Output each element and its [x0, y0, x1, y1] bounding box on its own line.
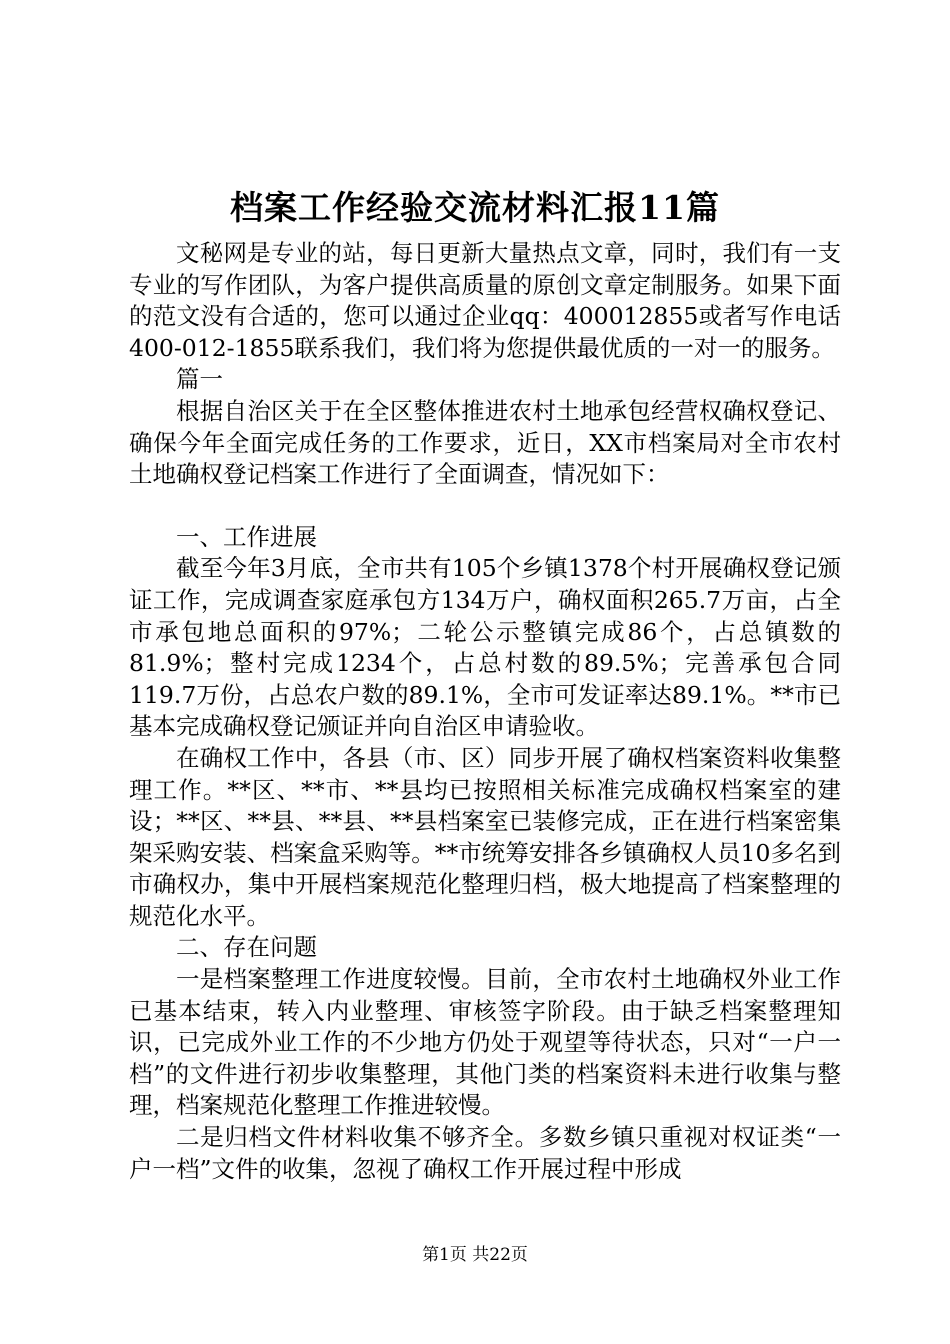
page-number-footer: 第1页 共22页: [422, 1245, 528, 1265]
body-paragraph: 截至今年3月底，全市共有105个乡镇1378个村开展确权登记颁证工作，完成调查家庭承包方134万户，确权面积265.7万亩，占全市承包地总面积的97%；二轮公示整镇完成86个，占总镇数的81.9%；整村完成1234个，占总村数的89.5%；完善承包合同119.7万份，占总农户数的89.1%，全市可发证率达89.1%。**市已基本完成确权登记颁证并向自治区申请验收。: [129, 554, 841, 741]
body-paragraph: 根据自治区关于在全区整体推进农村土地承包经营权确权登记、确保今年全面完成任务的工作要求，近日，XX市档案局对全市农村土地确权登记档案工作进行了全面调查，情况如下：: [129, 396, 841, 489]
document-title: 档案工作经验交流材料汇报11篇: [230, 188, 720, 227]
section-heading: 一、工作进展: [176, 522, 317, 551]
document-body: [129, 238, 841, 1185]
section-heading: 二、存在问题: [176, 933, 317, 962]
section-label: 篇一: [176, 365, 223, 394]
body-paragraph: 一是档案整理工作进度较慢。目前，全市农村土地确权外业工作已基本结束，转入内业整理、审核签字阶段。由于缺乏档案整理知识，已完成外业工作的不少地方仍处于观望等待状态，只对“一户一档”的文件进行初步收集整理，其他门类的档案资料未进行收集与整理，档案规范化整理工作推进较慢。: [129, 965, 841, 1120]
body-paragraph: 二是归档文件材料收集不够齐全。多数乡镇只重视对权证类“一户一档”文件的收集，忽视了确权工作开展过程中形成: [129, 1123, 841, 1183]
intro-paragraph: 文秘网是专业的站，每日更新大量热点文章，同时，我们有一支专业的写作团队，为客户提供高质量的原创文章定制服务。如果下面的范文没有合适的，您可以通过企业qq：400012855或者写作电话400-012-1855联系我们，我们将为您提供最优质的一对一的服务。: [129, 239, 841, 362]
body-paragraph: 在确权工作中，各县（市、区）同步开展了确权档案资料收集整理工作。**区、**市、**县均已按照相关标准完成确权档案室的建设；**区、**县、**县、**县档案室已装修完成，正在进行档案密集架采购安装、档案盒采购等。**市统筹安排各乡镇确权人员10多名到市确权办，集中开展档案规范化整理归档，极大地提高了档案整理的规范化水平。: [129, 743, 841, 930]
